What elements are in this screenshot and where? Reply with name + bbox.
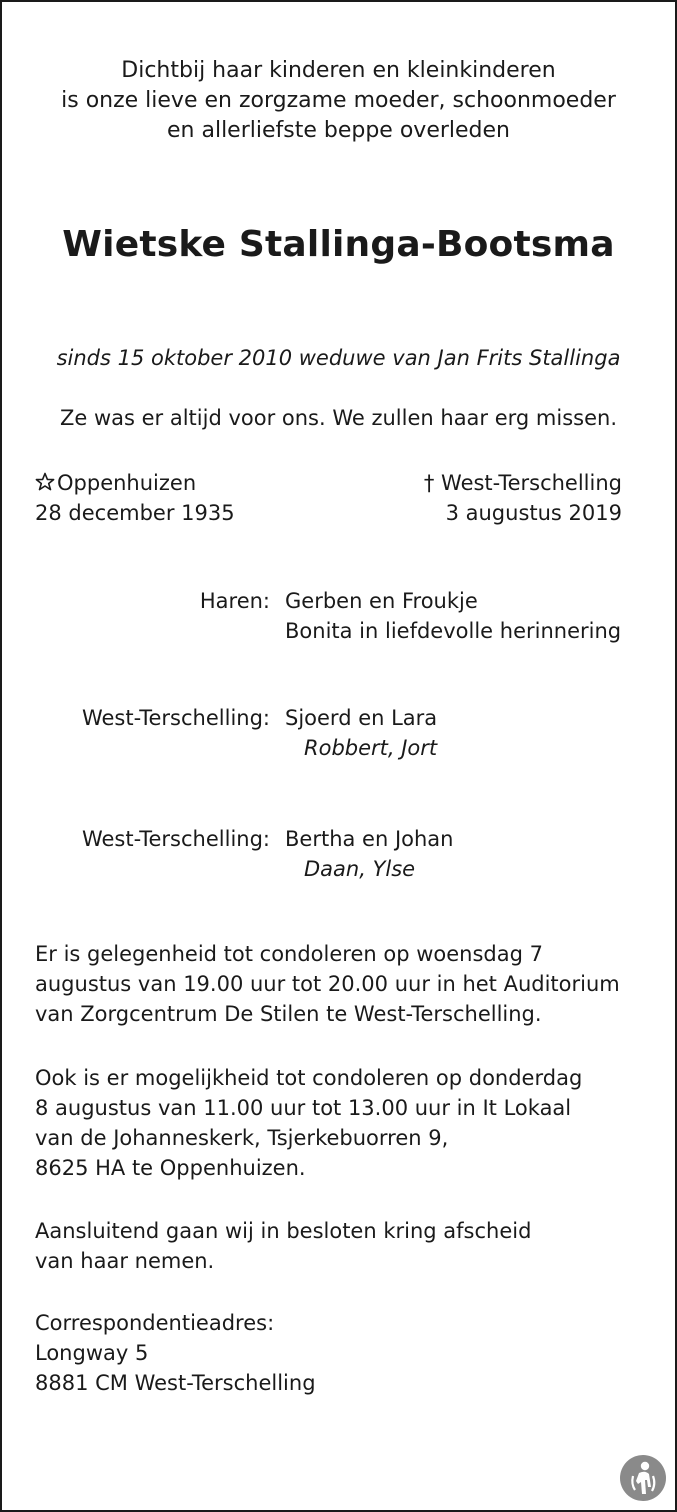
intro-line-1: Dichtbij haar kinderen en kleinkinderen <box>121 58 556 83</box>
memorial-logo-icon <box>619 1454 667 1502</box>
birth-date: 28 december 1935 <box>35 501 235 525</box>
farewell-paragraph <box>35 1216 531 1276</box>
intro-text <box>2 56 675 146</box>
farewell-line-1: Aansluitend gaan wij in besloten kring afscheid <box>35 1219 532 1243</box>
condolence1-line-3: van Zorgcentrum De Stilen te West-Terschelling. <box>35 1002 542 1026</box>
family-place-3: West-Terschelling: <box>81 827 270 851</box>
condolence2-line-2: 8 augustus van 11.00 uur tot 13.00 uur in It Lokaal <box>35 1096 572 1120</box>
death-place: † West-Terschelling <box>423 471 622 495</box>
condolence2-line-4: 8625 HA te Oppenhuizen. <box>35 1156 306 1180</box>
family-names-3: Bertha en Johan <box>285 827 454 851</box>
condolence1-line-2: augustus van 19.00 uur tot 20.00 uur in het Auditorium <box>35 972 620 996</box>
condolence-paragraph-2 <box>35 1063 582 1183</box>
correspondence-street: Longway 5 <box>35 1341 149 1365</box>
family-names-1: Gerben en Froukje <box>285 589 478 613</box>
correspondence-label: Correspondentieadres: <box>35 1311 275 1335</box>
deceased-name: Wietske Stallinga-Bootsma <box>62 224 615 265</box>
intro-line-2: is onze lieve en zorgzame moeder, schoonmoeder <box>61 88 616 113</box>
family-place-1: Haren: <box>199 589 270 613</box>
condolence-paragraph-1 <box>35 939 620 1029</box>
correspondence-address <box>35 1308 316 1398</box>
farewell-line-2: van haar nemen. <box>35 1249 215 1273</box>
death-date: 3 augustus 2019 <box>445 501 622 525</box>
family-names-2: Sjoerd en Lara <box>285 706 438 730</box>
birth-info <box>35 468 235 528</box>
condolence1-line-1: Er is gelegenheid tot condoleren op woensdag 7 <box>35 942 543 966</box>
intro-line-3: en allerliefste beppe overleden <box>167 118 510 143</box>
family-sub-1: Bonita in liefdevolle herinnering <box>285 619 622 643</box>
family-sub-3: Daan, Ylse <box>304 857 416 881</box>
birth-place: Oppenhuizen <box>57 471 197 495</box>
quote-line: Ze was er altijd voor ons. We zullen haar erg missen. <box>59 406 618 430</box>
widow-line: sinds 15 oktober 2010 weduwe van Jan Frits Stallinga <box>56 346 621 370</box>
condolence2-line-1: Ook is er mogelijkheid tot condoleren op donderdag <box>35 1066 583 1090</box>
family-sub-2: Robbert, Jort <box>304 736 438 760</box>
death-info <box>424 468 622 528</box>
correspondence-city: 8881 CM West-Terschelling <box>35 1371 316 1395</box>
star-icon <box>35 472 55 492</box>
condolence2-line-3: van de Johanneskerk, Tsjerkebuorren 9, <box>35 1126 449 1150</box>
family-place-2: West-Terschelling: <box>81 706 270 730</box>
